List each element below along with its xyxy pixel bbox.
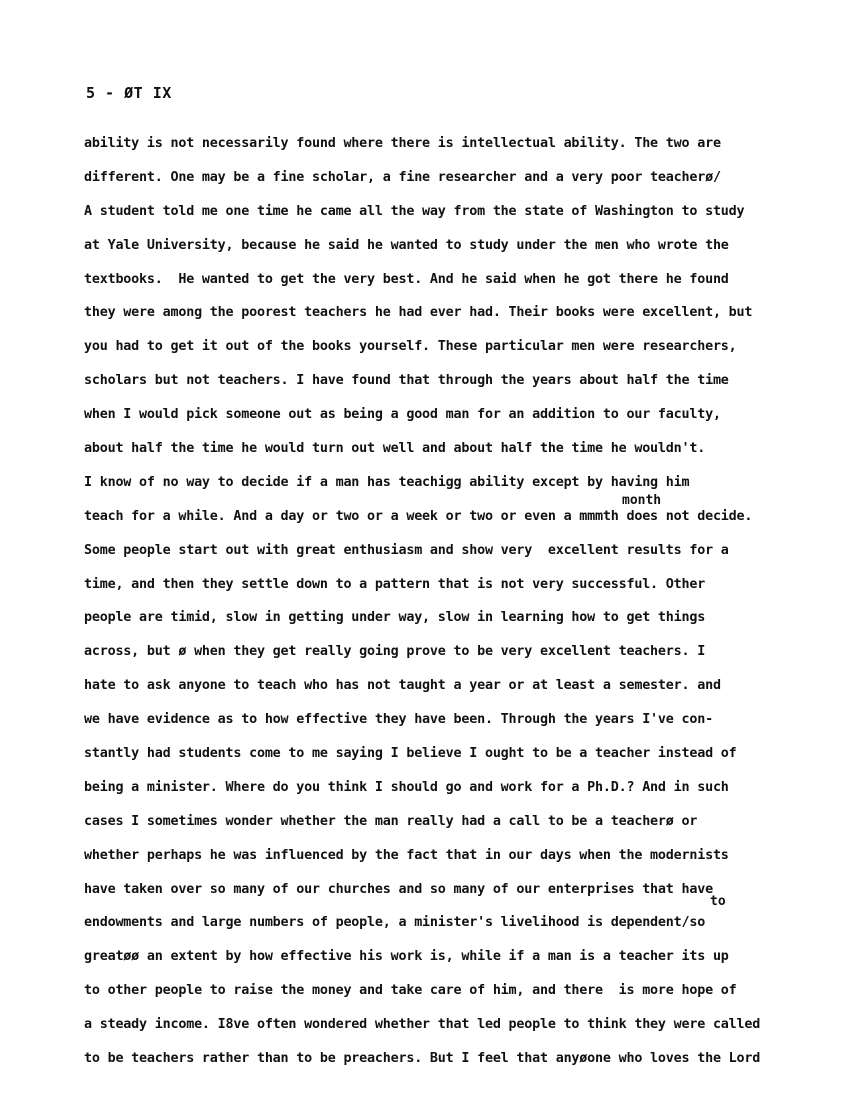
text-line: different. One may be a fine scholar, a fine researcher and a very poor teacherø/ [84, 169, 721, 185]
text-line: people are timid, slow in getting under way, slow in learning how to get things [84, 610, 706, 626]
text-line: stantly had students come to me saying I believe I ought to be a teacher instead of [84, 746, 737, 762]
text-line: time, and then they settle down to a pattern that is not very successful. Other [84, 576, 706, 592]
text-line: Some people start out with great enthusiasm and show very excellent results for a [84, 542, 729, 558]
text-line: when I would pick someone out as being a good man for an addition to our faculty, [84, 407, 721, 423]
text-line: to be teachers rather than to be preachers. But I feel that anyøone who loves the Lord [84, 1051, 761, 1067]
text-line: at Yale University, because he said he wanted to study under the men who wrote the [84, 237, 729, 253]
text-line: hate to ask anyone to teach who has not taught a year or at least a semester. and [84, 678, 721, 694]
text-line: endowments and large numbers of people, a minister's livelihood is dependent/so [84, 915, 706, 931]
text-line: I know of no way to decide if a man has teachigg ability except by having him [84, 474, 690, 490]
text-line: across, but ø when they get really going prove to be very excellent teachers. I [84, 644, 706, 660]
text-line: being a minister. Where do you think I should go and work for a Ph.D.? And in such [84, 779, 729, 795]
page-header: 5 - ØT IX [86, 84, 172, 102]
text-line: a steady income. I8ve often wondered whether that led people to think they were called [84, 1017, 761, 1033]
body-text [84, 134, 814, 1083]
text-line: you had to get it out of the books yourself. These particular men were researchers, [84, 339, 737, 355]
text-line: have taken over so many of our churches and so many of our enterprises that have [84, 881, 713, 897]
text-line: cases I sometimes wonder whether the man really had a call to be a teacherø or [84, 813, 698, 829]
text-line: scholars but not teachers. I have found that through the years about half the time [84, 373, 729, 389]
text-line: teach for a while. And a day or two or a week or two or even a mmmth does not decide. [84, 508, 753, 524]
handwritten-insertion-month: month [622, 493, 662, 508]
text-line: we have evidence as to how effective they have been. Through the years I've con- [84, 712, 713, 728]
text-line: whether perhaps he was influenced by the fact that in our days when the modernists [84, 847, 729, 863]
text-line: ability is not necessarily found where there is intellectual ability. The two are [84, 136, 721, 151]
text-line: to other people to raise the money and take care of him, and there is more hope of [84, 983, 737, 999]
text-line: they were among the poorest teachers he had ever had. Their books were excellent, but [84, 305, 753, 321]
handwritten-insertion-to: to [710, 894, 726, 909]
text-line: about half the time he would turn out well and about half the time he wouldn't. [84, 441, 706, 457]
text-line: A student told me one time he came all the way from the state of Washington to study [84, 203, 745, 219]
text-line: greatøø an extent by how effective his work is, while if a man is a teacher its up [84, 949, 729, 965]
text-line: textbooks. He wanted to get the very best. And he said when he got there he found [84, 271, 729, 287]
